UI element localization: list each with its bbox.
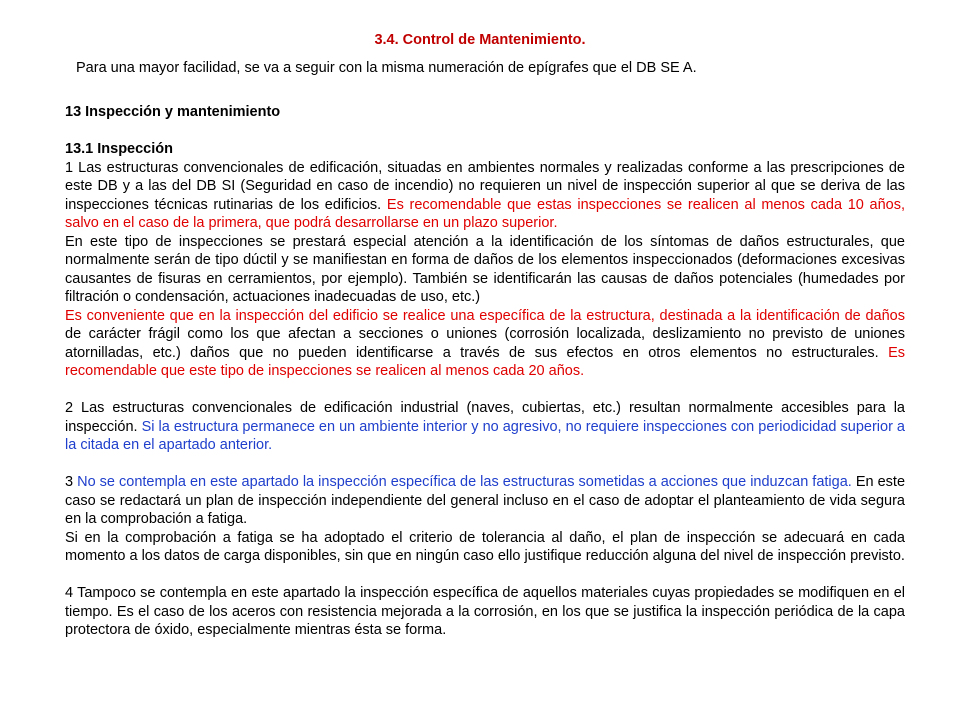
spacer xyxy=(65,455,905,474)
paragraph-1-recommendation: Es recomendable que estas inspecciones se realicen al menos cada 10 años, salvo en el caso de la primera, que podrá desarrollarse en un plazo superior. xyxy=(65,196,906,231)
spacer xyxy=(65,381,905,400)
paragraph-6: Si en la comprobación a fatiga se ha adoptado el criterio de tolerancia al daño, el plan de inspección se adecuará en cada momento a los datos de carga disponibles, sin que en ningún caso ello justifique reducción alguna del nivel de inspección previsto. xyxy=(65,529,905,564)
paragraph-4-highlight: Si la estructura permanece en un ambiente interior y no agresivo, no requiere inspecciones con periodicidad superior a la citada en el apartado anterior. xyxy=(65,418,905,453)
document-body xyxy=(65,103,905,640)
paragraph-5 xyxy=(65,473,905,529)
paragraph-2: En este tipo de inspecciones se prestará especial atención a la identificación de los síntomas de daños estructurales, que normalmente serán de tipo dúctil y se manifiestan en forma de daños de los elementos inspeccionados (deformaciones excesivas causantes de fisuras en cerramientos, por ejemplo). También se identificarán las causas de daños potenciales (humedades por filtración o condensación, actuaciones inadecuadas de uso, etc.) xyxy=(65,233,905,305)
paragraph-5-highlight: No se contempla en este apartado la inspección específica de las estructuras sometidas a acciones que induzcan fatiga. xyxy=(77,474,852,490)
section-heading: 13 Inspección y mantenimiento xyxy=(65,104,281,120)
paragraph-5-text: En este caso se redactará un plan de inspección independiente del general incluso en el caso de adoptar el planteamiento de vida segura en la comprobación a fatiga. xyxy=(65,474,906,527)
spacer xyxy=(65,566,905,585)
document-title: 3.4. Control de Mantenimiento. xyxy=(374,32,586,48)
paragraph-3 xyxy=(65,307,905,381)
subsection-heading: 13.1 Inspección xyxy=(65,141,173,157)
paragraph-3-highlight: Es conveniente que en la inspección del edificio se realice una específica de la estructura, destinada a la identificación de daños xyxy=(65,307,905,324)
paragraph-4 xyxy=(65,399,905,455)
paragraph-3-text: de carácter frágil como los que afectan a secciones o uniones (corrosión localizada, deslizamiento no previsto de uniones atornilladas, etc.) daños que no pueden identificarse a través de sus efectos en otros elementos no estructurales. xyxy=(65,326,905,361)
paragraph-1 xyxy=(65,159,905,233)
paragraph-4-text: 2 Las estructuras convencionales de edificación industrial (naves, cubiertas, etc.) resultan normalmente accesibles para la inspección. xyxy=(65,400,905,435)
intro-text: Para una mayor facilidad, se va a seguir con la misma numeración de epígrafes que el DB SE A. xyxy=(76,60,697,76)
paragraph-7: 4 Tampoco se contempla en este apartado la inspección específica de aquellos materiales cuyas propiedades se modifiquen en el tiempo. Es el caso de los aceros con resistencia mejorada a la corrosión, en los que se justifica la inspección periódica de la capa protectora de óxido, especialmente mientras ésta se forma. xyxy=(65,585,905,638)
paragraph-5-number: 3 xyxy=(65,474,78,490)
paragraph-1-text: 1 Las estructuras convencionales de edificación, situadas en ambientes normales y realizadas conforme a las prescripciones de este DB y a las del DB SI (Seguridad en caso de incendio) no requieren un nivel de inspección superior al que se deriva de las inspecciones técnicas rutinarias de los edificios. xyxy=(65,159,905,213)
paragraph-3-recommendation: Es recomendable que este tipo de inspecciones se realicen al menos cada 20 años. xyxy=(65,344,905,379)
spacer xyxy=(65,122,905,141)
